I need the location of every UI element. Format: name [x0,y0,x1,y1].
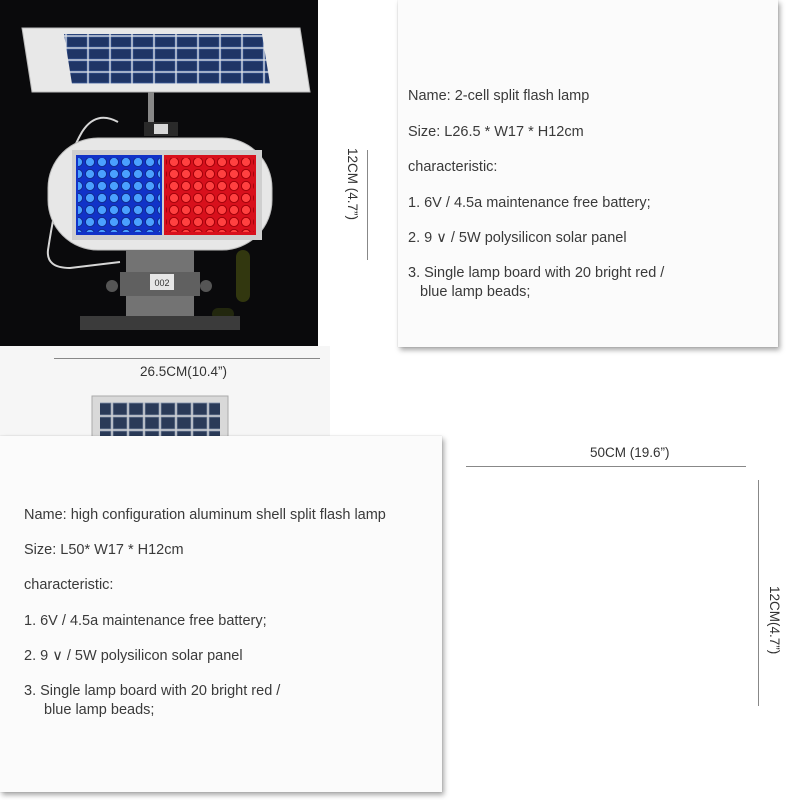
spec-size: Size: L50* W17 * H12cm [24,542,184,558]
spec-characteristic: characteristic: [24,577,114,593]
device-label: 002 [154,278,170,288]
spec-item-lamp-board: 3. Single lamp board with 20 bright red / [408,265,665,281]
spec-item-solar: 2. 9 ∨ / 5W polysilicon solar panel [24,648,243,664]
height-dimension-b: 12CM(4.7”) [767,586,782,655]
width-dimension-line-b [466,466,746,467]
spec-item-lamp-board-cont: blue lamp beads; [420,284,531,300]
width-dimension-a: 26.5CM(10.4”) [140,364,228,379]
spec-characteristic: characteristic: [408,159,498,175]
spec-item-battery: 1. 6V / 4.5a maintenance free battery; [24,613,267,629]
width-dimension-b: 50CM (19.6”) [590,445,670,460]
spec-name: Name: high configuration aluminum shell split flash lamp [24,507,386,523]
height-dimension-line-a [367,150,368,260]
product-photo-2-cell-lamp [0,0,318,346]
spec-item-battery: 1. 6V / 4.5a maintenance free battery; [408,195,651,211]
solar-panel-icon [22,28,310,92]
spec-name: Name: 2-cell split flash lamp [408,88,590,104]
spec-item-solar: 2. 9 ∨ / 5W polysilicon solar panel [408,230,627,246]
spec-item-lamp-board-cont: blue lamp beads; [44,702,155,718]
flash-lamp-icon [0,0,318,346]
spec-item-lamp-board: 3. Single lamp board with 20 bright red / [24,683,281,699]
width-dimension-line-a [54,358,320,359]
spec-size: Size: L26.5 * W17 * H12cm [408,124,584,140]
height-dimension-line-b [758,480,759,706]
height-dimension-a: 12CM (4.7”) [345,148,360,221]
